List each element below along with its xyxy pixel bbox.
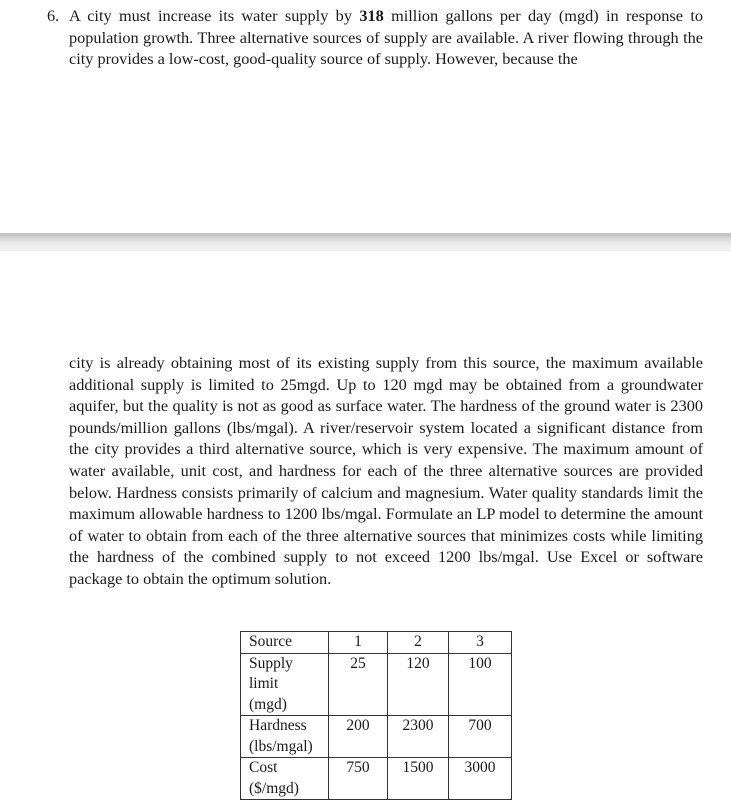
table-cell: 3000 — [449, 758, 512, 800]
table-row-cost — [241, 758, 512, 800]
table-header-cell: 2 — [388, 632, 449, 654]
water-sources-table — [240, 631, 512, 800]
question-text-bottom: city is already obtaining most of its existing supply from this source, the maximum available additional supply is limited to 25mgd. Up to 120 mgd may be obtained from a groundwater aquifer, but the quality is not as good as surface water. The hardness of the ground water is 2300 pounds/million gallons (lbs/mgal). A river/reservoir system located a significant distance from the city provides a third alternative source, which is very expensive. The maximum amount of water available, unit cost, and hardness for each of the three alternative sources are provided below. Hardness consists primarily of calcium and magnesium. Water quality standards limit the maximum allowable hardness to 1200 lbs/mgal. Formulate an LP model to determine the amount of water to obtain from each of the three alternative sources that minimizes costs while limiting the hardness of the combined supply to not exceed 1200 lbs/mgal. Use Excel or software package to obtain the optimum solution. — [69, 353, 703, 588]
row-label-line: limit — [249, 675, 279, 692]
question-number: 6. — [47, 6, 60, 25]
table-cell: 100 — [449, 653, 512, 716]
table-cell: 120 — [388, 653, 449, 716]
table-header-cell: 3 — [449, 632, 512, 654]
required-increase-value: 318 — [359, 6, 384, 25]
table-cell: 2300 — [388, 716, 449, 758]
page-break-divider — [0, 233, 731, 251]
row-label — [241, 758, 329, 800]
row-label-line: (lbs/mgal) — [249, 737, 313, 755]
row-label-line: Cost — [249, 759, 278, 776]
table-cell: 25 — [329, 653, 388, 716]
table-header-label: Source — [241, 632, 329, 654]
table-cell: 700 — [449, 716, 512, 758]
row-label-line: Hardness — [249, 717, 307, 734]
table-row-supply-limit — [241, 653, 512, 716]
table-row-hardness — [241, 716, 512, 758]
question-text-top-pre: A city must increase its water supply by — [69, 6, 360, 25]
row-label-line: ($/mgd) — [249, 779, 299, 797]
row-label — [241, 653, 329, 716]
row-label — [241, 716, 329, 758]
table-header-cell: 1 — [329, 632, 388, 654]
table-header-row — [241, 632, 512, 654]
table-cell: 750 — [329, 758, 388, 800]
table-cell: 200 — [329, 716, 388, 758]
row-label-line: (mgd) — [249, 695, 287, 713]
row-label-line: Supply — [249, 654, 293, 672]
question-text-top — [69, 5, 703, 70]
table-cell: 1500 — [388, 758, 449, 800]
question-text-top-post: million gallons per day (mgd) in response to population growth. Three alternative sources of supply are available. A river flowing through the city provides a low-cost, good-quality source of supply. However, because the — [69, 6, 703, 69]
